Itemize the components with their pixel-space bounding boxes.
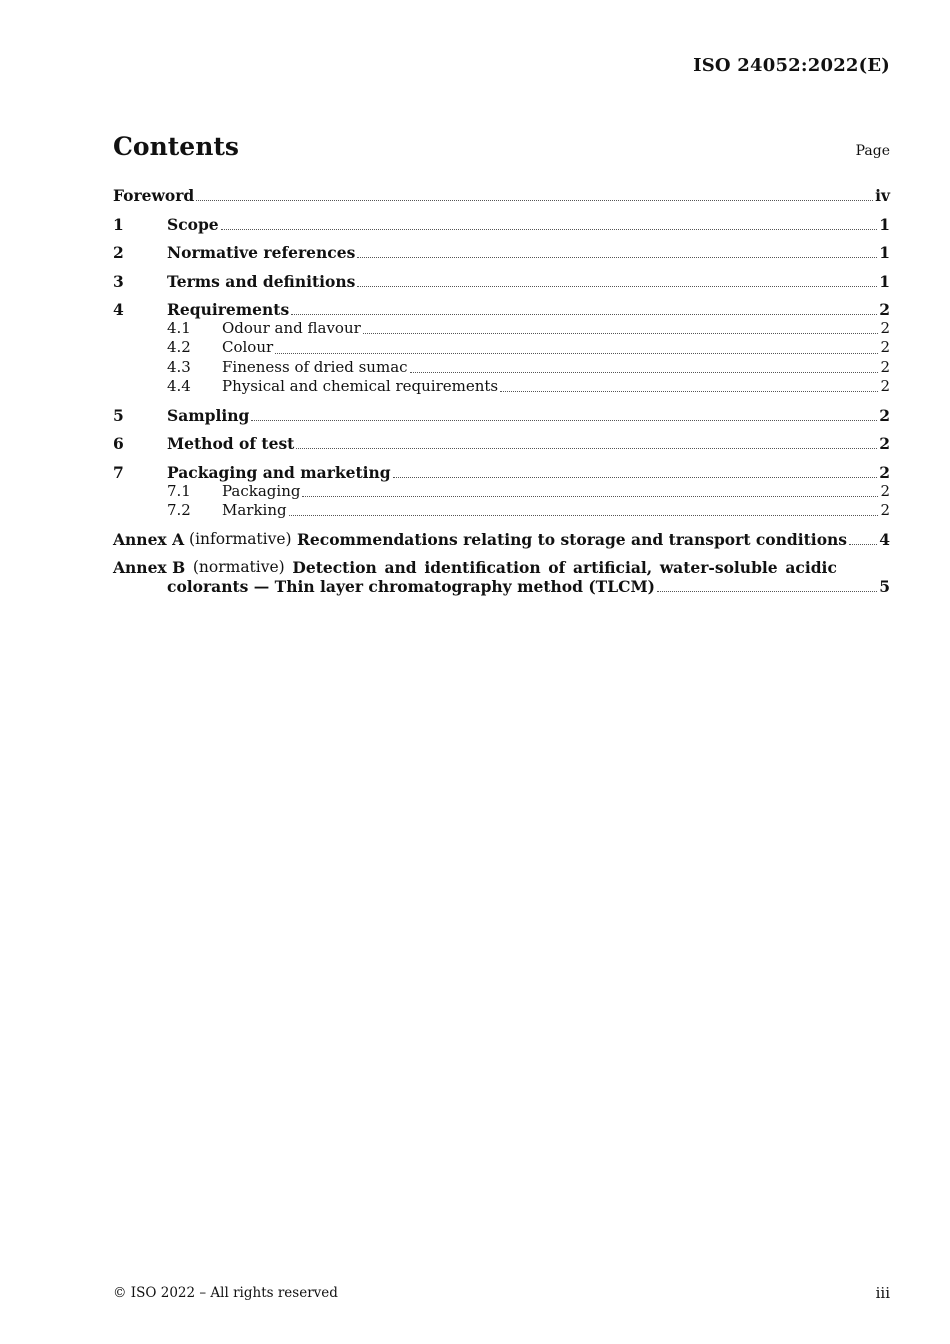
dot-leader [221,229,878,230]
toc-entry-page: iv [875,186,890,205]
toc-entry-terms-and-definitions[interactable] [113,272,890,291]
dot-leader [289,515,879,516]
toc-entry-requirements[interactable] [113,300,890,319]
toc-entry-method-of-test[interactable] [113,434,890,453]
toc-entry-title: Scope [167,214,219,234]
annex-label: Annex B [113,558,186,578]
toc-entry-title: Physical and chemical requirements [222,376,499,395]
annex-title-word: identification [424,558,541,578]
toc-entry-marking[interactable] [113,501,890,520]
copyright-notice: © ISO 2022 – All rights reserved [113,1285,338,1301]
dot-leader [196,200,873,201]
dot-leader [357,286,877,287]
toc-entry-number: 4.4 [167,376,191,395]
toc-entry-number: 4.2 [167,338,191,357]
toc-entry-packaging[interactable] [113,482,890,501]
toc-entry-number: 6 [113,434,124,454]
dot-leader [251,420,877,421]
table-of-contents [113,186,890,596]
toc-entry-page: 2 [879,405,890,425]
toc-entry-page: 2 [880,319,890,337]
toc-entry-page: 2 [880,357,890,376]
annex-type: (normative) [192,558,285,577]
toc-entry-title: Packaging and marketing [167,462,391,482]
toc-entry-number: 7 [113,462,124,482]
toc-entry-packaging-and-marketing[interactable] [113,463,890,482]
toc-entry-title: Recommendations relating to storage and transport conditions [297,529,848,549]
toc-entry-title: Normative references [167,243,356,262]
toc-entry-annex-b[interactable] [113,558,890,596]
toc-entry-title: Packaging [222,481,301,500]
toc-entry-title: Marking [222,500,287,519]
page-column-label: Page [855,143,890,159]
dot-leader [296,448,877,449]
toc-entry-number: 1 [113,214,124,234]
toc-entry-page: 5 [879,577,890,597]
toc-entry-number: 3 [113,271,124,291]
dot-leader [302,496,878,497]
toc-entry-page: 2 [879,462,890,482]
toc-entry-number: 7.1 [167,481,191,500]
annex-title-word: artificial, [572,558,653,578]
toc-entry-page: 2 [880,481,890,500]
toc-entry-page: 2 [880,376,890,395]
toc-entry-fineness-of-dried-sumac[interactable] [113,358,890,377]
annex-title-word: water-soluble [659,558,778,578]
toc-entry-sampling[interactable] [113,406,890,425]
toc-entry-number: 4.1 [167,319,191,337]
toc-entry-title: Odour and flavour [222,319,361,337]
toc-entry-physical-and-chemical-requirements[interactable] [113,377,890,396]
toc-entry-page: 4 [879,529,890,549]
contents-heading: Contents [113,132,240,161]
toc-entry-title: Foreword [113,186,195,205]
toc-entry-scope[interactable] [113,215,890,234]
toc-entry-title: Method of test [167,434,295,454]
toc-entry-number: 7.2 [167,500,191,519]
toc-entry-annex-a[interactable] [113,530,890,549]
toc-entry-title-continued: colorants — Thin layer chromatography method (TLCM) [167,577,655,597]
dot-leader [275,353,878,354]
dot-leader [500,391,878,392]
toc-entry-page: 2 [880,500,890,519]
toc-entry-page: 1 [879,243,890,262]
toc-entry-odour-and-flavour[interactable] [113,319,890,338]
annex-title-word: of [548,558,566,578]
toc-entry-title: Fineness of dried sumac [222,357,408,376]
toc-entry-title: Sampling [167,405,250,425]
dot-leader [849,544,877,545]
annex-type: (informative) [189,529,292,548]
toc-entry-title: Colour [222,338,274,357]
dot-leader [657,591,877,592]
toc-entry-number: 4.3 [167,357,191,376]
document-identifier: ISO 24052:2022(E) [693,55,890,76]
toc-entry-colour[interactable] [113,338,890,357]
toc-entry-page: 2 [879,434,890,454]
toc-entry-number: 5 [113,405,124,425]
toc-entry-title: Requirements [167,300,290,319]
dot-leader [291,314,877,315]
dot-leader [393,477,878,478]
dot-leader [410,372,879,373]
dot-leader [357,257,877,258]
toc-entry-normative-references[interactable] [113,243,890,262]
toc-entry-page: 2 [880,338,890,357]
toc-entry-title: Terms and definitions [167,271,356,291]
toc-entry-page: 1 [879,271,890,291]
annex-title-word: and [384,558,417,578]
dot-leader [363,333,879,334]
toc-entry-page: 1 [879,214,890,234]
page-number: iii [875,1284,890,1302]
annex-title-word: Detection [292,558,377,578]
annex-label: Annex A [113,529,185,549]
toc-entry-page: 2 [879,300,890,319]
toc-entry-number: 4 [113,300,124,319]
toc-entry-foreword[interactable] [113,186,890,205]
annex-title-word: acidic [785,558,837,578]
toc-entry-number: 2 [113,243,124,262]
